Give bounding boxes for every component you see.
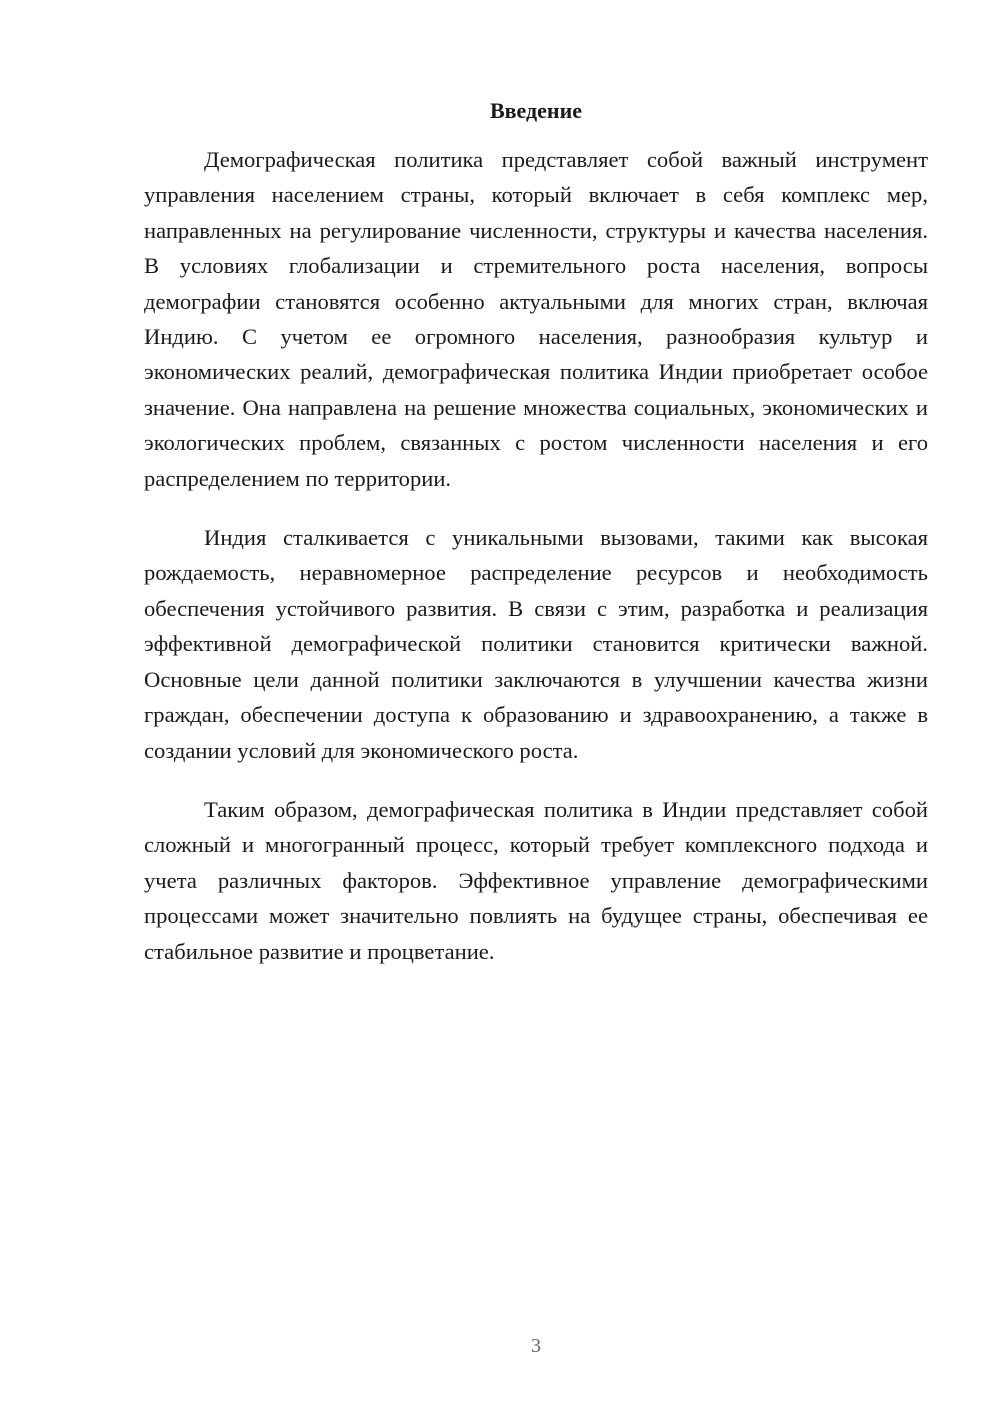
page-number: 3 <box>531 1335 541 1357</box>
section-title: Введение <box>489 98 583 123</box>
paragraph-2: Индия сталкивается с уникальными вызовами, такими как высокая рождаемость, неравномерное распределение ресурсов и необходимость обеспечения устойчивого развития. В связи с этим, разработка и реализация эффективной демографической политики становится критически важной. Основные цели данной политики заключаются в улучшении качества жизни граждан, обеспечении доступа к образованию и здравоохранению, а также в создании условий для экономического роста. <box>144 525 928 763</box>
body-text <box>144 142 928 993</box>
paragraph-1: Демографическая политика представляет собой важный инструмент управления населением страны, который включает в себя комплекс мер, направленных на регулирование численности, структуры и качества населения. В условиях глобализации и стремительного роста населения, вопросы демографии становятся особенно актуальными для многих стран, включая Индию. С учетом ее огромного населения, разнообразия культур и экономических реалий, демографическая политика Индии приобретает особое значение. Она направлена на решение множества социальных, экономических и экологических проблем, связанных с ростом численности населения и его распределением по территории. <box>144 147 928 491</box>
paragraph-3: Таким образом, демографическая политика в Индии представляет собой сложный и многогранный процесс, который требует комплексного подхода и учета различных факторов. Эффективное управление демографическими процессами может значительно повлиять на будущее страны, обеспечивая ее стабильное развитие и процветание. <box>144 796 928 964</box>
